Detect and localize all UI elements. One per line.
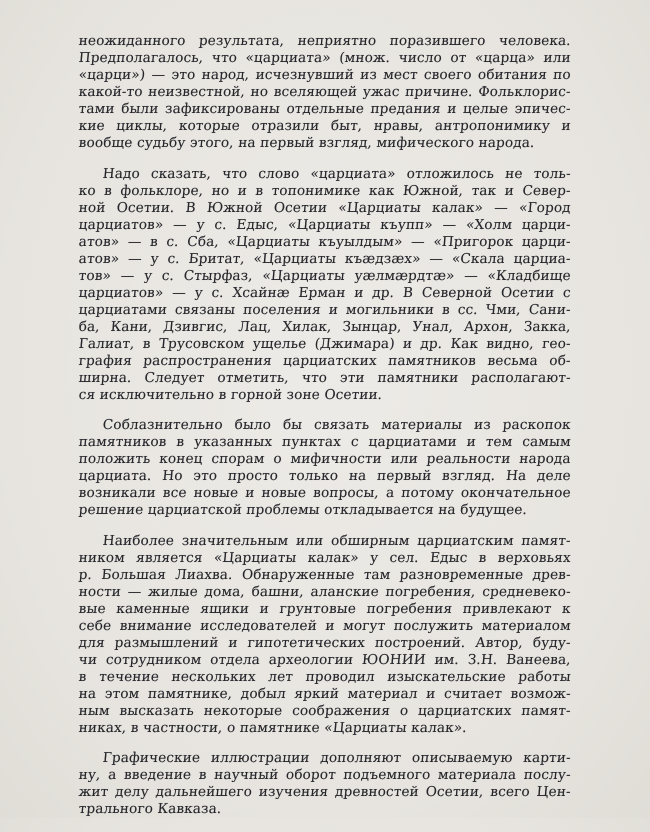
text-line: на этом памятнике, добыл яркий материал и считает возмож- [78,686,571,703]
text-line: какой-то неизвестной, но вселяющей ужас причине. Фольклорис- [78,84,571,101]
text-line: царциатами связаны поселения и могильники в сс. Чми, Сани- [78,302,571,319]
text-line: для размышлений и гипотетических построений. Автор, буду- [78,635,571,652]
text-line: возникали все новые и новые вопросы, а потому окончательное [78,485,571,502]
text-line: тами были зафиксированы отдельные предания и целые эпичес- [78,101,571,118]
text-line: ширна. Следует отметить, что эти памятники располагают- [78,370,571,387]
text-line: ности — жилые дома, башни, аланские погребения, средневеко- [78,584,571,601]
text-line: вообще судьбу этого, на первый взгляд, мифического народа. [78,135,571,152]
text-line: никах, в частности, о памятнике «Царциаты калак». [78,720,571,737]
text-line: царциатов» — у с. Хсайнæ Ерман и др. В Северной Осетии с [78,285,571,302]
text-line: Надо сказать, что слово «царциата» отложилось не толь- [78,166,571,183]
text-line: ной Осетии. В Южной Осетии «Царциаты калак» — «Город [78,200,571,217]
text-line: царциата. Но это просто только на первый взгляд. На деле [78,468,571,485]
text-line: Соблазнительно было бы связать материалы из раскопок [78,417,571,434]
text-line: р. Большая Лиахва. Обнаруженные там разновременные древ- [78,567,571,584]
text-line: графия распространения царциатских памятников весьма об- [78,353,571,370]
text-line: жит делу дальнейшего изучения древностей Осетии, всего Цен- [78,784,571,801]
text-line: Наиболее значительным или обширным царциатским памят- [78,533,571,550]
page-text [78,33,570,832]
text-line: себе внимание исследователей и могут послужить материалом [78,618,571,635]
text-line: Предполагалось, что «царциата» (множ. число от «царца» или [78,50,571,67]
text-line: положить конец спорам о мифичности или реальности народа [78,451,571,468]
text-line: ся исключительно в горной зоне Осетии. [78,387,571,404]
text-line: неожиданного результата, неприятно поразившего человека. [78,33,571,50]
text-line: «царци») — это народ, исчезнувший из мест своего обитания по [78,67,571,84]
text-line: тов» — у с. Стырфаз, «Царциаты уæлмæрдтæ» — «Кладбище [78,268,571,285]
text-line: царциатов» — у с. Едыс, «Царциаты къупп» — «Холм царци- [78,217,571,234]
text-line: Графические иллюстрации дополняют описываемую карти- [78,750,571,767]
text-line: памятников в указанных пунктах с царциатами и тем самым [78,434,571,451]
text-line: чи сотрудником отдела археологии ЮОНИИ им. З.Н. Ванеева, [78,652,571,669]
text-line: вые каменные ящики и грунтовые погребения привлекают к [78,601,571,618]
text-line: атов» — в с. Сба, «Царциаты къуылдым» — «Пригорок царци- [78,234,571,251]
text-line: трального Кавказа. [78,801,571,818]
text-line: Галиат, в Трусовском ущелье (Джимара) и др. Как видно, гео- [78,336,571,353]
text-line: решение царциатской проблемы откладывается на будущее. [78,502,571,519]
text-line: ба, Кани, Дзивгис, Лац, Хилак, Зынцар, Унал, Архон, Закка, [78,319,571,336]
text-line: ным высказать некоторые соображения о царциатских памят- [78,703,571,720]
text-line: ну, а введение в научный оборот подъемного материала послу- [78,767,571,784]
text-line: кие циклы, которые отразили быт, нравы, антропонимику и [78,118,571,135]
text-line: атов» — у с. Бритат, «Царциаты къæдзæх» — «Скала царциа- [78,251,571,268]
text-line: ко в фольклоре, но и в топонимике как Южной, так и Север- [78,183,571,200]
text-line: в течение нескольких лет проводил изыскательские работы [78,669,571,686]
text-line: ником является «Царциаты калак» у сел. Едыс в верховьях [78,550,571,567]
